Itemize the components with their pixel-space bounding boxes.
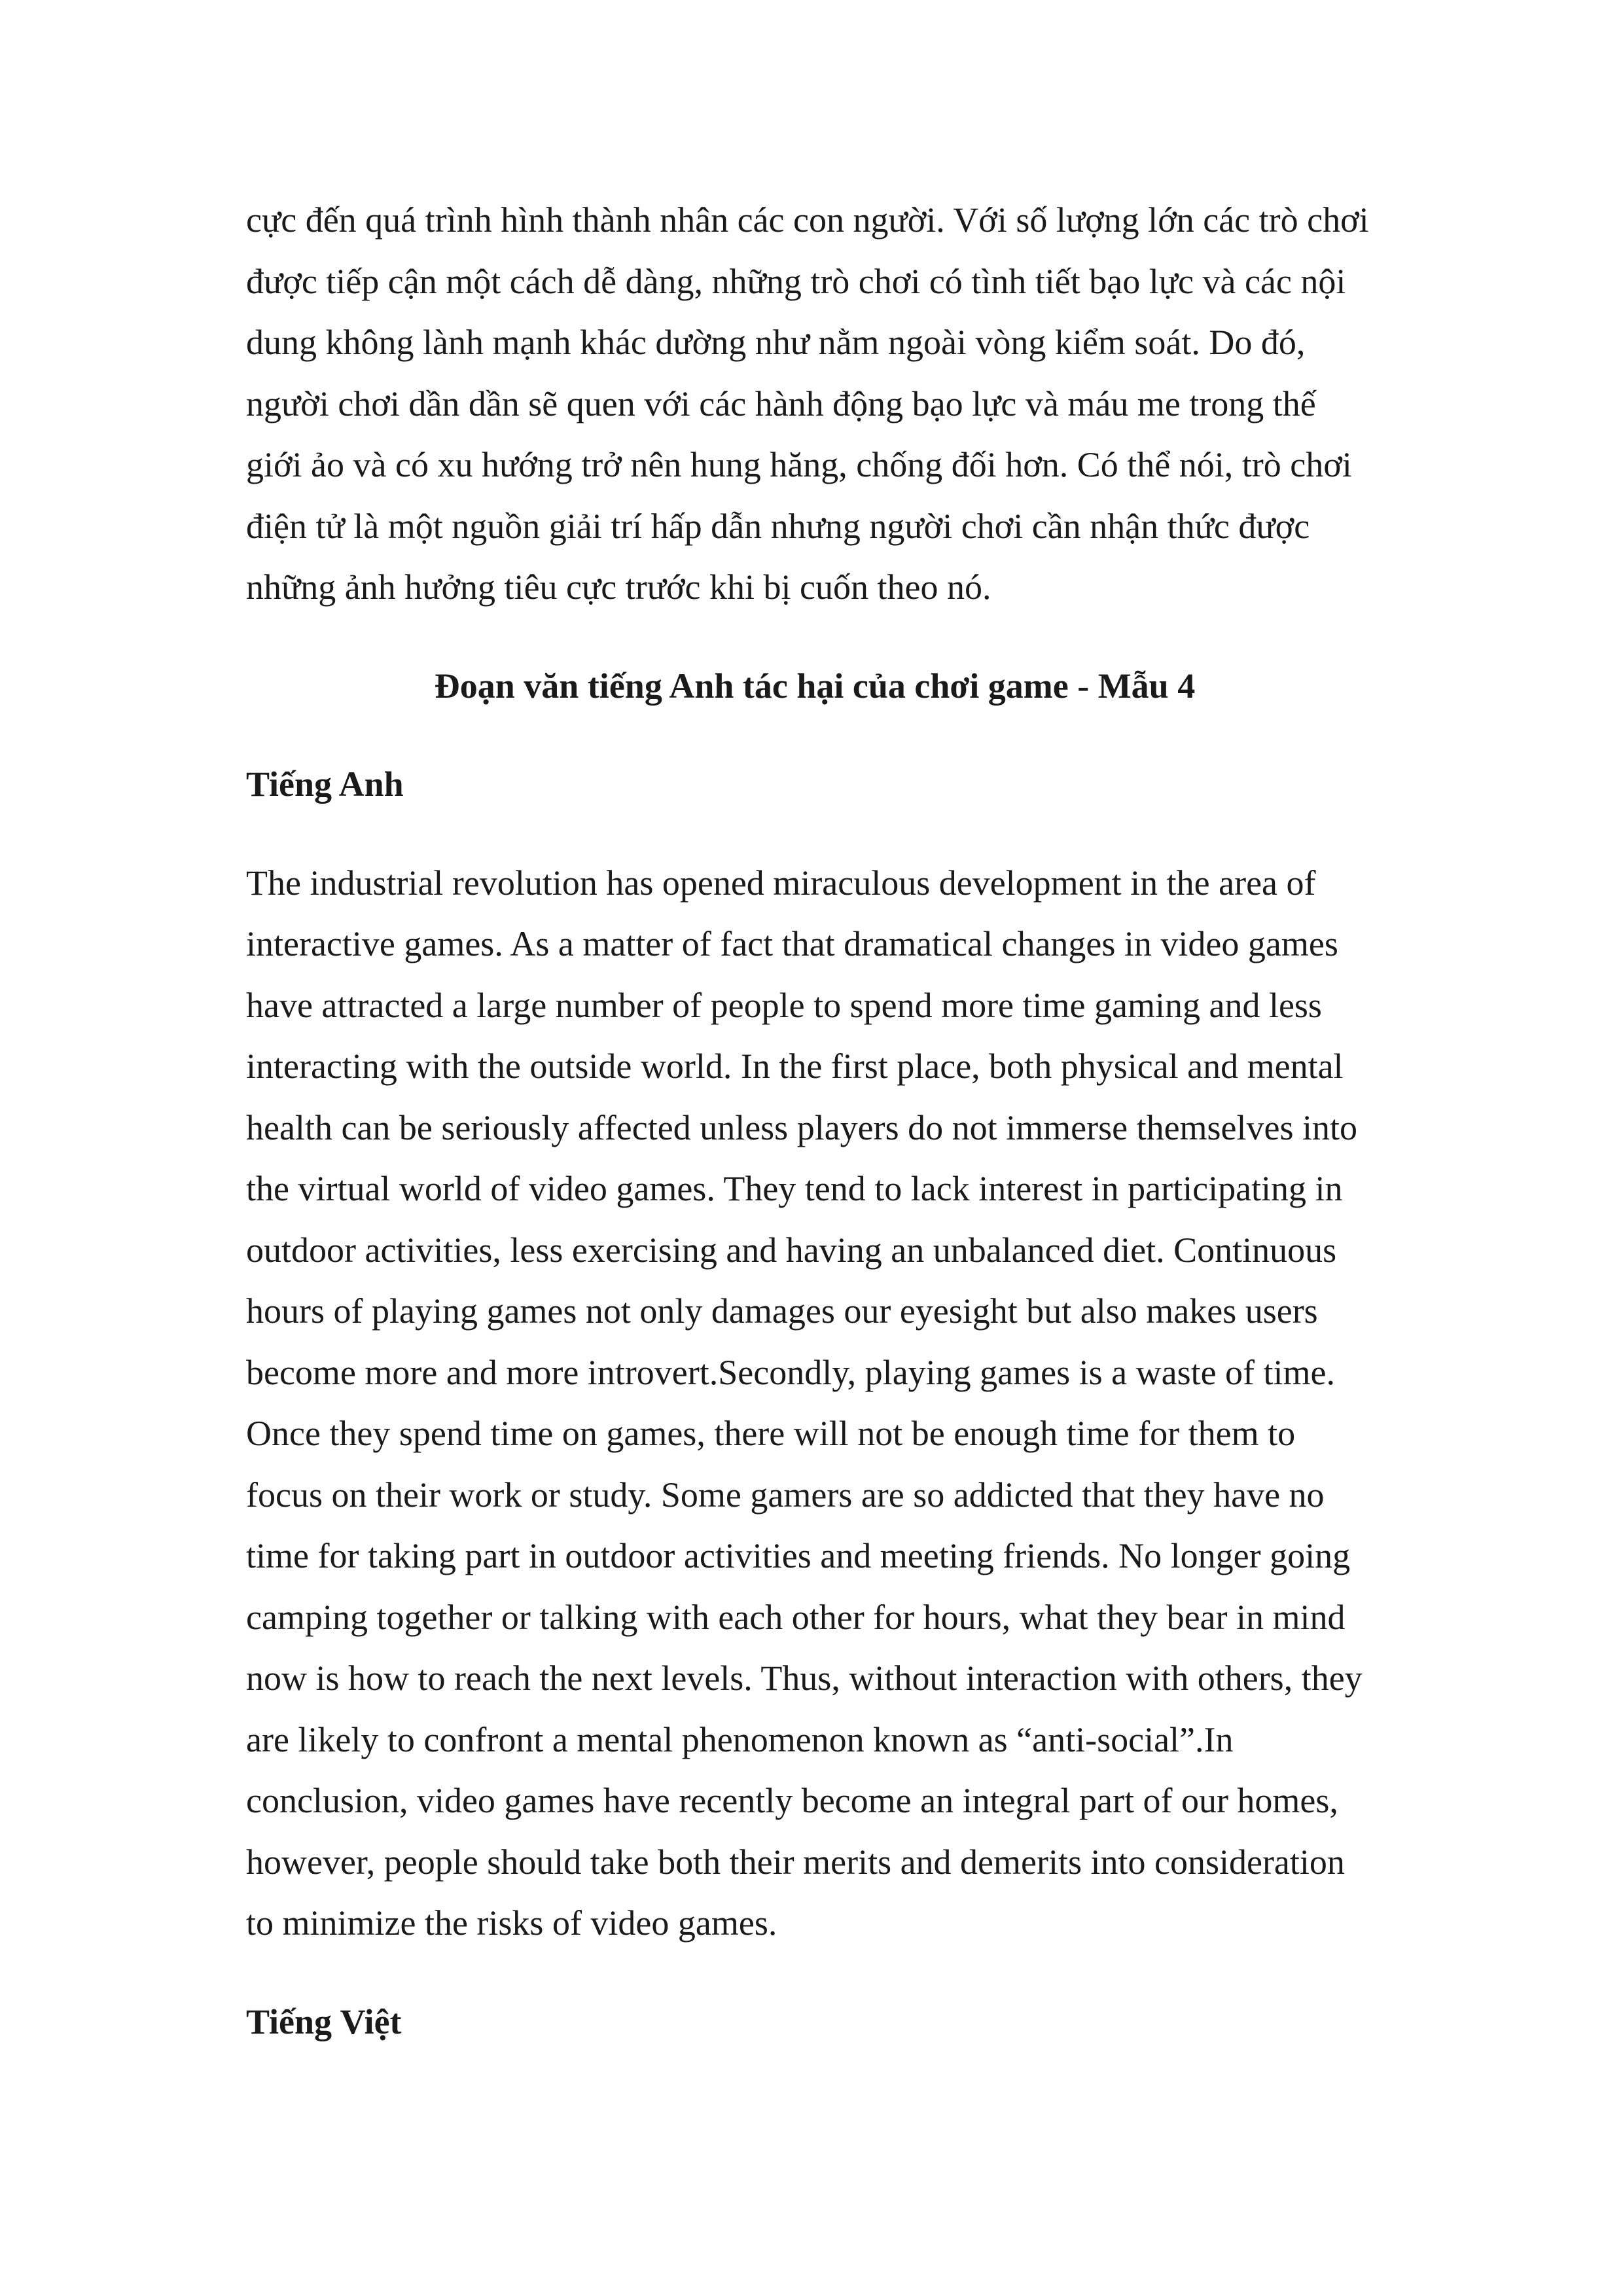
english-heading: Tiếng Anh xyxy=(246,764,404,804)
paragraph-line: điện tử là một nguồn giải trí hấp dẫn nhưng người chơi cần nhận thức được xyxy=(246,506,1310,546)
paragraph-line: interacting with the outside world. In the first place, both physical and mental xyxy=(246,1047,1344,1086)
paragraph-line: now is how to reach the next levels. Thus, without interaction with others, they xyxy=(246,1659,1363,1698)
paragraph-line: camping together or talking with each other for hours, what they bear in mind xyxy=(246,1597,1346,1637)
paragraph-line: health can be seriously affected unless players do not immerse themselves into xyxy=(246,1107,1358,1147)
intro-paragraph xyxy=(246,190,1378,619)
paragraph-line: Once they spend time on games, there will not be enough time for them to xyxy=(246,1414,1296,1453)
paragraph-line: giới ảo và có xu hướng trở nên hung hăng, chống đối hơn. Có thể nói, trò chơi xyxy=(246,445,1352,484)
paragraph-line: những ảnh hưởng tiêu cực trước khi bị cuốn theo nó. xyxy=(246,567,991,607)
section-title: Đoạn văn tiếng Anh tác hại của chơi game - Mẫu 4 xyxy=(434,666,1196,706)
paragraph-line: hours of playing games not only damages our eyesight but also makes users xyxy=(246,1291,1318,1331)
paragraph-line: time for taking part in outdoor activities and meeting friends. No longer going xyxy=(246,1536,1351,1575)
vietnamese-heading: Tiếng Việt xyxy=(246,2001,402,2041)
paragraph-line: được tiếp cận một cách dễ dàng, những trò chơi có tình tiết bạo lực và các nội xyxy=(246,261,1346,301)
paragraph-line: to minimize the risks of video games. xyxy=(246,1903,777,1943)
paragraph-line: are likely to confront a mental phenomenon known as “anti-social”.In xyxy=(246,1719,1234,1759)
paragraph-line: dung không lành mạnh khác dường như nằm ngoài vòng kiểm soát. Do đó, xyxy=(246,323,1306,362)
paragraph-line: người chơi dần dần sẽ quen với các hành động bạo lực và máu me trong thế xyxy=(246,384,1316,423)
paragraph-line: cực đến quá trình hình thành nhân các con người. Với số lượng lớn các trò chơi xyxy=(246,200,1369,240)
paragraph-line: focus on their work or study. Some gamers are so addicted that they have no xyxy=(246,1475,1325,1515)
paragraph-line: have attracted a large number of people to spend more time gaming and less xyxy=(246,985,1322,1025)
paragraph-line: conclusion, video games have recently become an integral part of our homes, xyxy=(246,1781,1338,1820)
document-page xyxy=(246,190,1378,2053)
english-paragraph xyxy=(246,853,1378,1954)
paragraph-line: however, people should take both their merits and demerits into consideration xyxy=(246,1842,1345,1882)
paragraph-line: The industrial revolution has opened miraculous development in the area of xyxy=(246,863,1316,903)
paragraph-line: become more and more introvert.Secondly, playing games is a waste of time. xyxy=(246,1352,1336,1392)
paragraph-line: interactive games. As a matter of fact that dramatical changes in video games xyxy=(246,924,1338,963)
paragraph-line: the virtual world of video games. They tend to lack interest in participating in xyxy=(246,1169,1343,1208)
paragraph-line: outdoor activities, less exercising and having an unbalanced diet. Continuous xyxy=(246,1230,1337,1270)
